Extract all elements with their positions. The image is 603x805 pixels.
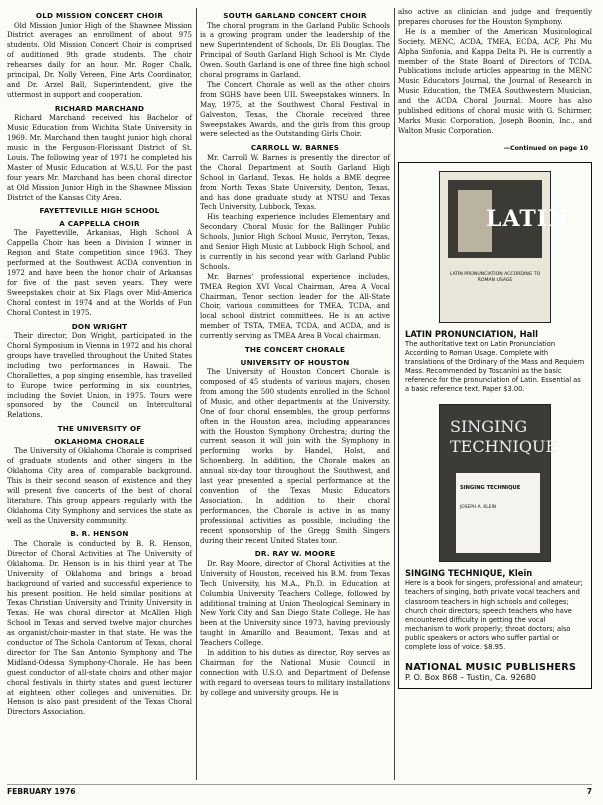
continued-note: —Continued on page 10 xyxy=(503,144,588,152)
paragraph: also active as clinician and judge and frequently prepares choruses for the Houston Symphony. xyxy=(398,8,592,26)
publisher-address: P. O. Box 868 – Tustin, Ca. 92680 xyxy=(405,673,536,683)
latin-cover-subtitle: LATIN PRONUNCIATION ACCORDING TO ROMAN USAGE xyxy=(449,271,541,283)
section-heading: SOUTH GARLAND CONCERT CHOIR xyxy=(223,11,367,20)
paragraph: The choral program in the Garland Public Schools is a growing program under the leadership of the new Superintendent of Schools, Dr. Eli Douglas. The Principal of South Garland High School is Mr. Clyde Owen. South Garland is one of three fine high school choral programs in Garland. xyxy=(200,21,390,80)
paragraph: The Concert Chorale as well as the other choirs from SGHS have been UIL Sweepstakes winners. In May, 1975, at the Southwest Choral Festival in Galveston, Texas, the Chorale received three Sweepstakes Awards, and the girls from this group were selected as the Outstanding Girls Choir. xyxy=(200,80,390,139)
issue-date: FEBRUARY 1976 xyxy=(7,787,76,796)
singing-book-title: SINGING TECHNIQUE, Klein xyxy=(405,568,533,579)
latin-cover-title: LATIN xyxy=(486,205,570,232)
paragraph: Dr. Ray Moore, director of Choral Activities at the University of Houston, received his B.M. from Texas Tech University, his M.A., Ph.D. in Education at Columbia University Teachers College, followed by additional training at Union Theological Seminary in New York City and San Diego State College. He has been at the University since 1973, having previously taught in Amarillo and Beaumont, Texas and at Teachers College. xyxy=(200,559,390,648)
singing-cover-author: JOSEPH A. KLEIN xyxy=(460,505,497,511)
page-footer xyxy=(7,784,592,797)
paragraph: Mr. Barnes' professional experience includes, TMEA Region XVI Vocal Chairman, Area A Vocal Chairman, Tenor section leader for the All-State Choir, various committees for TMEA, TCDA, and local school district committees. He is an active member of TSTA, TMEA, TCDA, and ACDA, and is currently serving as TMEA Area B Vocal chairman. xyxy=(200,272,390,341)
singing-cover-subtitle: SINGING TECHNIQUE xyxy=(460,485,521,492)
singing-book-cover xyxy=(439,404,558,562)
column-3 xyxy=(398,8,592,689)
section-heading: DON WRIGHT xyxy=(71,321,128,331)
paragraph: His teaching experience includes Elementary and Secondary Choral Music for the Ballinger Public Schools, Junior High School Music, Perryton, Texas, and Senior High Music at Lubbock High School, and is currently in his second year with Garland Public Schools. xyxy=(200,213,390,271)
paragraph: The University of Oklahoma Chorale is comprised of graduate students and other singers in the Oklahoma City area of comparable background. This is their second season of existence and they will present five concerts of the best of choral literature. This group appears regularly with the Oklahoma City Symphony and services the state as well as the University community. xyxy=(7,447,192,525)
page-number: 7 xyxy=(586,787,592,796)
paragraph: Mr. Carroll W. Barnes is presently the director of the Choral Department at South Garland High School in Garland, Texas. He holds a BME degree from North Texas State University, Denton, Texas, and has done graduate study at NTSU and Texas Tech University, Lubbock, Texas. xyxy=(200,153,390,212)
section-heading: UNIVERSITY OF HOUSTON xyxy=(240,357,350,367)
publisher-name: NATIONAL MUSIC PUBLISHERS xyxy=(405,662,577,674)
section-heading: FAYETTEVILLE HIGH SCHOOL xyxy=(39,206,160,216)
paragraph: Richard Marchand received his Bachelor of Music Education from Wichita State University in 1969. Mr. Marchand then taught junior high choral music in the Ferguson-Florissant District of St. Louis. The following year of 1971 he completed his Master of Music Education at W.S.U. For the past four years Mr. Marchand has been choral director at Old Mission Junior High in the Shawnee Mission District of the Kansas City Area. xyxy=(7,114,192,202)
paragraph: The University of Houston Concert Chorale is composed of 45 students of various majors, chosen from among the 500 students enrolled in the School of Music, and other departments at the University. One of four choral ensembles, the group performs often in the Houston area, including appearances with the Houston Symphony Orchestra; during the current season it will join with the Symphony in performing works by Handel, Holst, and Schoenberg. In addition, the Chorale makes an annual six-day tour throughout the Southwest, and last year presented a special performance at the convention of the Texas Music Educators Association. In addition to their choral performances, the Chorale is active in as many professional activities as possible, including the recent sponsorship of the Gregg Smith Singers during their recent United States tour. xyxy=(200,368,390,545)
section-heading: A CAPPELLA CHOIR xyxy=(59,218,140,228)
latin-book-cover xyxy=(439,171,570,323)
paragraph: The Fayetteville, Arkansas, High School A Cappella Choir has been a Division I winner in Region and State competition since 1963. They performed at the Southwest ACDA convention in 1972 and have been the honor choir of Arkansas for five of the past seven years. They were Sweepstakes choir at Six Flags over Mid-America Choral contest in 1974 and at the Worlds of Fun Choral Contest in 1975. xyxy=(7,229,192,317)
section-heading: THE CONCERT CHORALE xyxy=(244,345,346,355)
section-heading: THE UNIVERSITY OF xyxy=(57,424,142,434)
section-heading: DR. RAY W. MOORE xyxy=(254,549,336,559)
column-2 xyxy=(200,8,390,699)
section-heading: CARROLL W. BARNES xyxy=(250,143,340,153)
paragraph: In addition to his duties as director, Roy serves as Chairman for the National Music Council in connection with U.S.O. and Department of Defense with regard to overseas tours to military installations by college and university groups. He is xyxy=(200,649,390,697)
paragraph: Their director, Don Wright, participated in the Choral Symposium in Vienna in 1972 and his choral groups have travelled throughout the United States including two performances in Hawaii. The Chorallettes, a pop singing ensemble, has travelled to Europe twice performing in six countries, including the Soviet Union, in 1975. Tours were sponsored by the Council on Intercultural Relations. xyxy=(7,332,192,420)
publisher-ad xyxy=(398,162,592,689)
column-1 xyxy=(7,8,192,718)
paragraph: Old Mission Junior High of the Shawnee Mission District averages an enrollment of about 975 students. Old Mission Concert Choir is comprised of auditioned 9th grade students. The choir rehearses daily for an hour. Mr. Roger Chalk, principal, Dr. Nolly Vereen, Fine Arts Coordinator, and Dr. Arzel Ball, Superintendent, give the uttermost in support and cooperation. xyxy=(7,21,192,99)
singing-book-description: Here is a book for singers, professional and amateur; teachers of singing, both private vocal teachers and classroom teachers in high schools and colleges; church choir directors; speech teachers who have encountered difficulty in getting the vocal mechanism to work properly; throat doctors; also public speakers or actors who suffer partial or complete loss of voice. $8.95. xyxy=(405,579,583,651)
latin-book-description: The authoritative text on Latin Pronunciation According to Roman Usage. Complete with translations of the Ordinary of the Mass and Requiem Mass. Recommended by Toscanini as the basic reference for the pronunciation of Latin. Essential as a basic reference text. Paper $3.00. xyxy=(405,339,585,394)
section-heading: OKLAHOMA CHORALE xyxy=(54,436,145,446)
latin-book-title: LATIN PRONUNCIATION, Hall xyxy=(405,328,538,339)
paragraph: The Chorale is conducted by B. R. Henson, Director of Choral Activities at The University of Oklahoma. Dr. Henson is in his third year at The University of Oklahoma and brings a broad background of varied and successful experience to his present position. He held similar positions at Texas Christian University and Trinity University in Texas. He was choral director at McAllen High School in Texas and served twelve major churches as organist/choir-master in that state. He was the conductor of The Schola Cantorum of Texas, choral director for The San Antonio Symphony and The Midland-Odessa Symphony-Chorale. He has been guest conductor of all-state choirs and other major choral festivals in thirty states and guest lecturer at eighteen other colleges and universities. Dr. Henson is also past president of the Texas Choral Directors Association. xyxy=(7,539,192,717)
paragraph: He is a member of the American Musicological Society, MENC, ACDA, TMEA, ECDA, ACF, Phi Mu Alpha Sinfonia, and Kappa Delta Pi. He is currently a member of the State Board of Directors of TCDA. Publications include articles appearing in the MENC Music Educators Journal, the Journal of Research in Music Education, the TMEA Southwestern Musician, and the ACDA Choral Journal. Moore has also published editions of choral music with G. Schirmer, Marks Music Corporation, Joseph Boonin, Inc., and Walton Music Corporation. xyxy=(398,27,592,135)
section-heading: B. R. HENSON xyxy=(70,529,129,539)
singing-cover-title-1: SINGING xyxy=(450,417,528,437)
section-heading: OLD MISSION CONCERT CHOIR xyxy=(35,11,164,20)
section-heading: RICHARD MARCHAND xyxy=(54,103,145,113)
singing-cover-title-2: TECHNIQUE xyxy=(450,437,558,457)
